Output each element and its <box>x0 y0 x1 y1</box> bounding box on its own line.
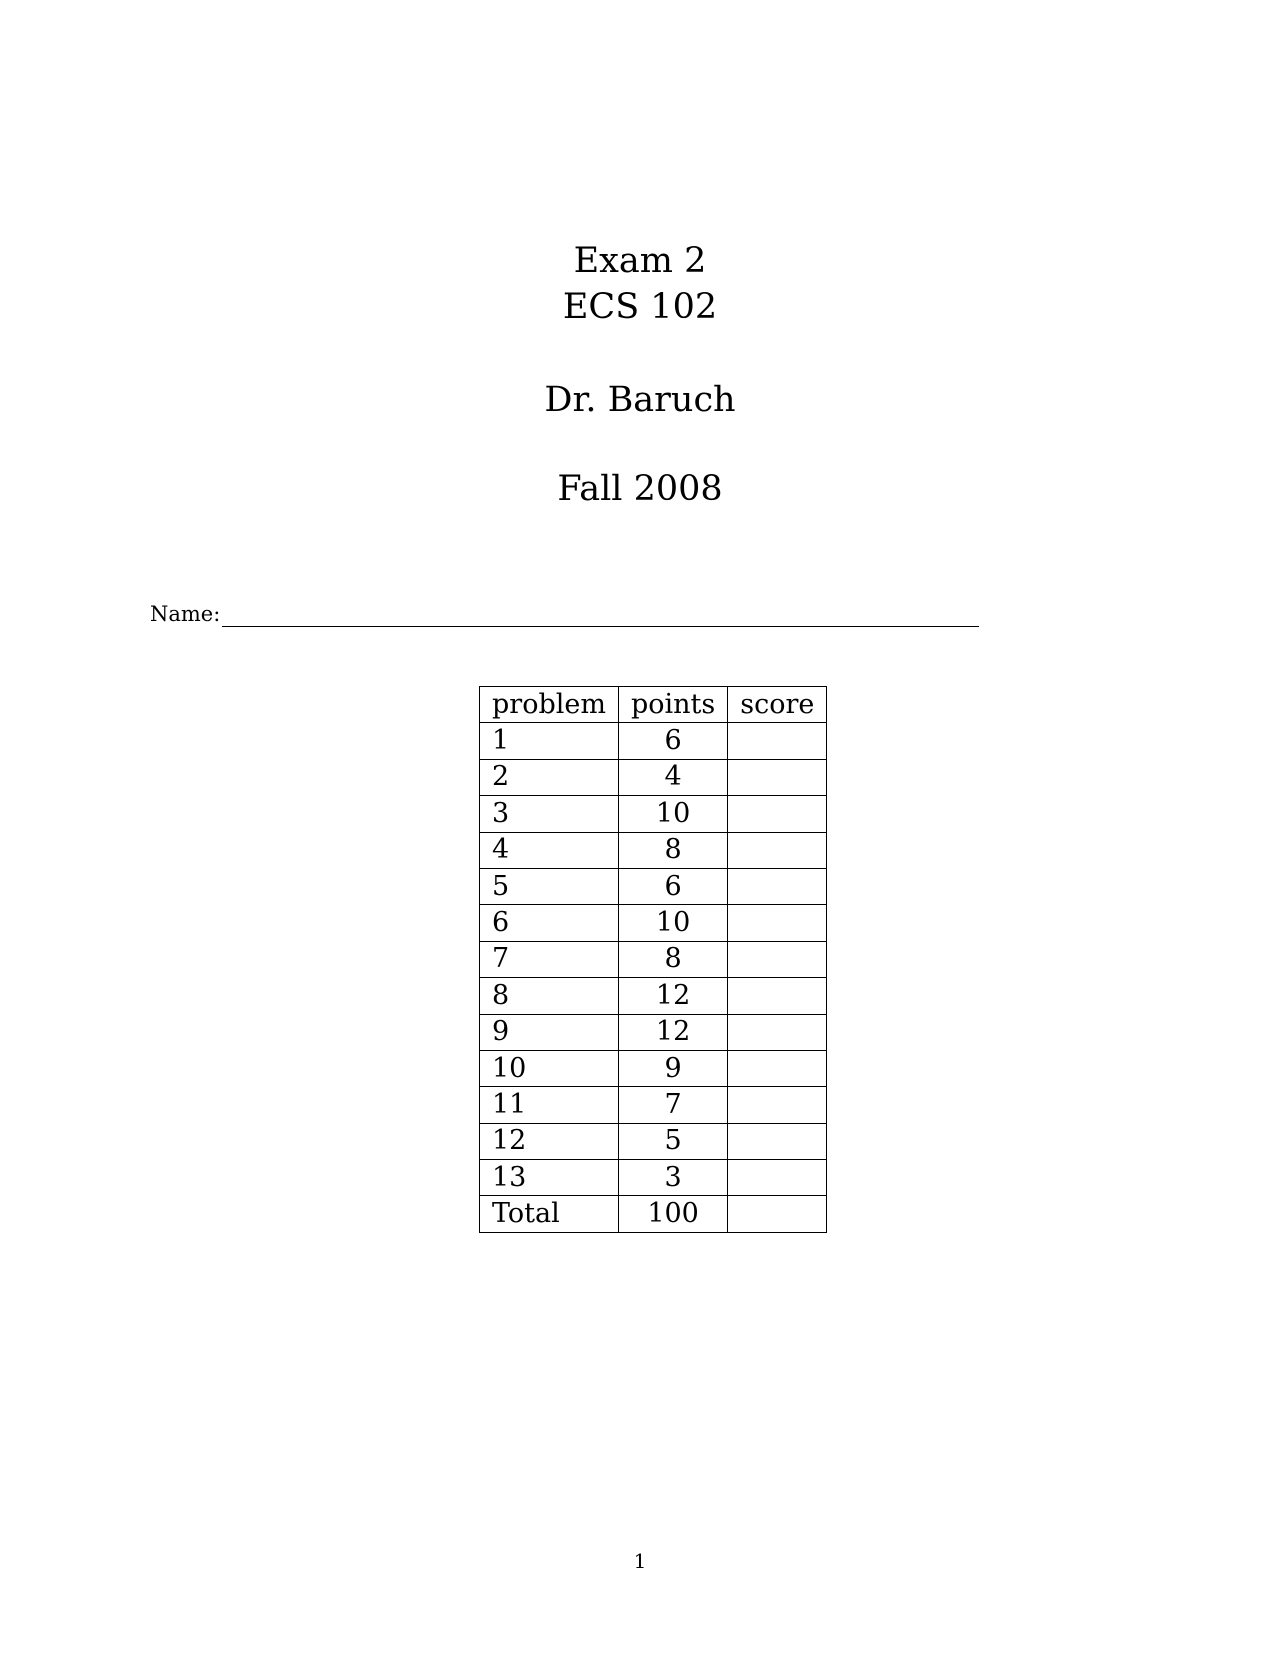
score-cell[interactable] <box>728 868 827 904</box>
score-cell[interactable] <box>728 1196 827 1232</box>
table-row <box>480 1087 827 1123</box>
problem-cell: 7 <box>480 941 619 977</box>
points-cell: 8 <box>618 832 727 868</box>
header-problem: problem <box>480 687 619 723</box>
table-total-row <box>480 1196 827 1232</box>
points-cell: 12 <box>618 978 727 1014</box>
points-cell: 12 <box>618 1014 727 1050</box>
table-row <box>480 941 827 977</box>
problem-cell: 6 <box>480 905 619 941</box>
course-code: ECS 102 <box>562 287 718 327</box>
exam-term: Fall 2008 <box>557 469 723 509</box>
problem-cell: 8 <box>480 978 619 1014</box>
points-cell: 9 <box>618 1050 727 1086</box>
score-cell[interactable] <box>728 1087 827 1123</box>
problem-cell: 3 <box>480 796 619 832</box>
score-cell[interactable] <box>728 1014 827 1050</box>
name-field-row <box>150 593 979 627</box>
problem-cell: Total <box>480 1196 619 1232</box>
score-cell[interactable] <box>728 1123 827 1159</box>
score-cell[interactable] <box>728 723 827 759</box>
table-row <box>480 796 827 832</box>
name-label: Name: <box>150 602 221 626</box>
table-header-row <box>480 687 827 723</box>
score-cell[interactable] <box>728 905 827 941</box>
score-cell[interactable] <box>728 832 827 868</box>
table-row <box>480 978 827 1014</box>
points-cell: 6 <box>618 723 727 759</box>
score-cell[interactable] <box>728 978 827 1014</box>
problem-cell: 9 <box>480 1014 619 1050</box>
points-cell: 10 <box>618 905 727 941</box>
score-cell[interactable] <box>728 1050 827 1086</box>
page-number: 1 <box>633 1549 647 1573</box>
score-cell[interactable] <box>728 941 827 977</box>
table-row <box>480 1014 827 1050</box>
header-points: points <box>618 687 727 723</box>
points-cell: 7 <box>618 1087 727 1123</box>
table-row <box>480 1123 827 1159</box>
table-row <box>480 759 827 795</box>
points-cell: 5 <box>618 1123 727 1159</box>
problem-cell: 13 <box>480 1160 619 1196</box>
score-cell[interactable] <box>728 796 827 832</box>
table-row <box>480 868 827 904</box>
problem-cell: 1 <box>480 723 619 759</box>
problem-cell: 2 <box>480 759 619 795</box>
table-row <box>480 723 827 759</box>
score-cell[interactable] <box>728 759 827 795</box>
points-cell: 8 <box>618 941 727 977</box>
points-cell: 6 <box>618 868 727 904</box>
score-table <box>479 686 827 1233</box>
points-cell: 100 <box>618 1196 727 1232</box>
problem-cell: 10 <box>480 1050 619 1086</box>
problem-cell: 11 <box>480 1087 619 1123</box>
problem-cell: 4 <box>480 832 619 868</box>
table-row <box>480 832 827 868</box>
name-underline[interactable] <box>222 596 979 627</box>
table-row <box>480 905 827 941</box>
problem-cell: 12 <box>480 1123 619 1159</box>
table-row <box>480 1050 827 1086</box>
instructor-name: Dr. Baruch <box>544 380 736 420</box>
score-cell[interactable] <box>728 1160 827 1196</box>
problem-cell: 5 <box>480 868 619 904</box>
points-cell: 4 <box>618 759 727 795</box>
points-cell: 3 <box>618 1160 727 1196</box>
header-score: score <box>728 687 827 723</box>
table-row <box>480 1160 827 1196</box>
exam-title: Exam 2 <box>573 241 707 281</box>
points-cell: 10 <box>618 796 727 832</box>
